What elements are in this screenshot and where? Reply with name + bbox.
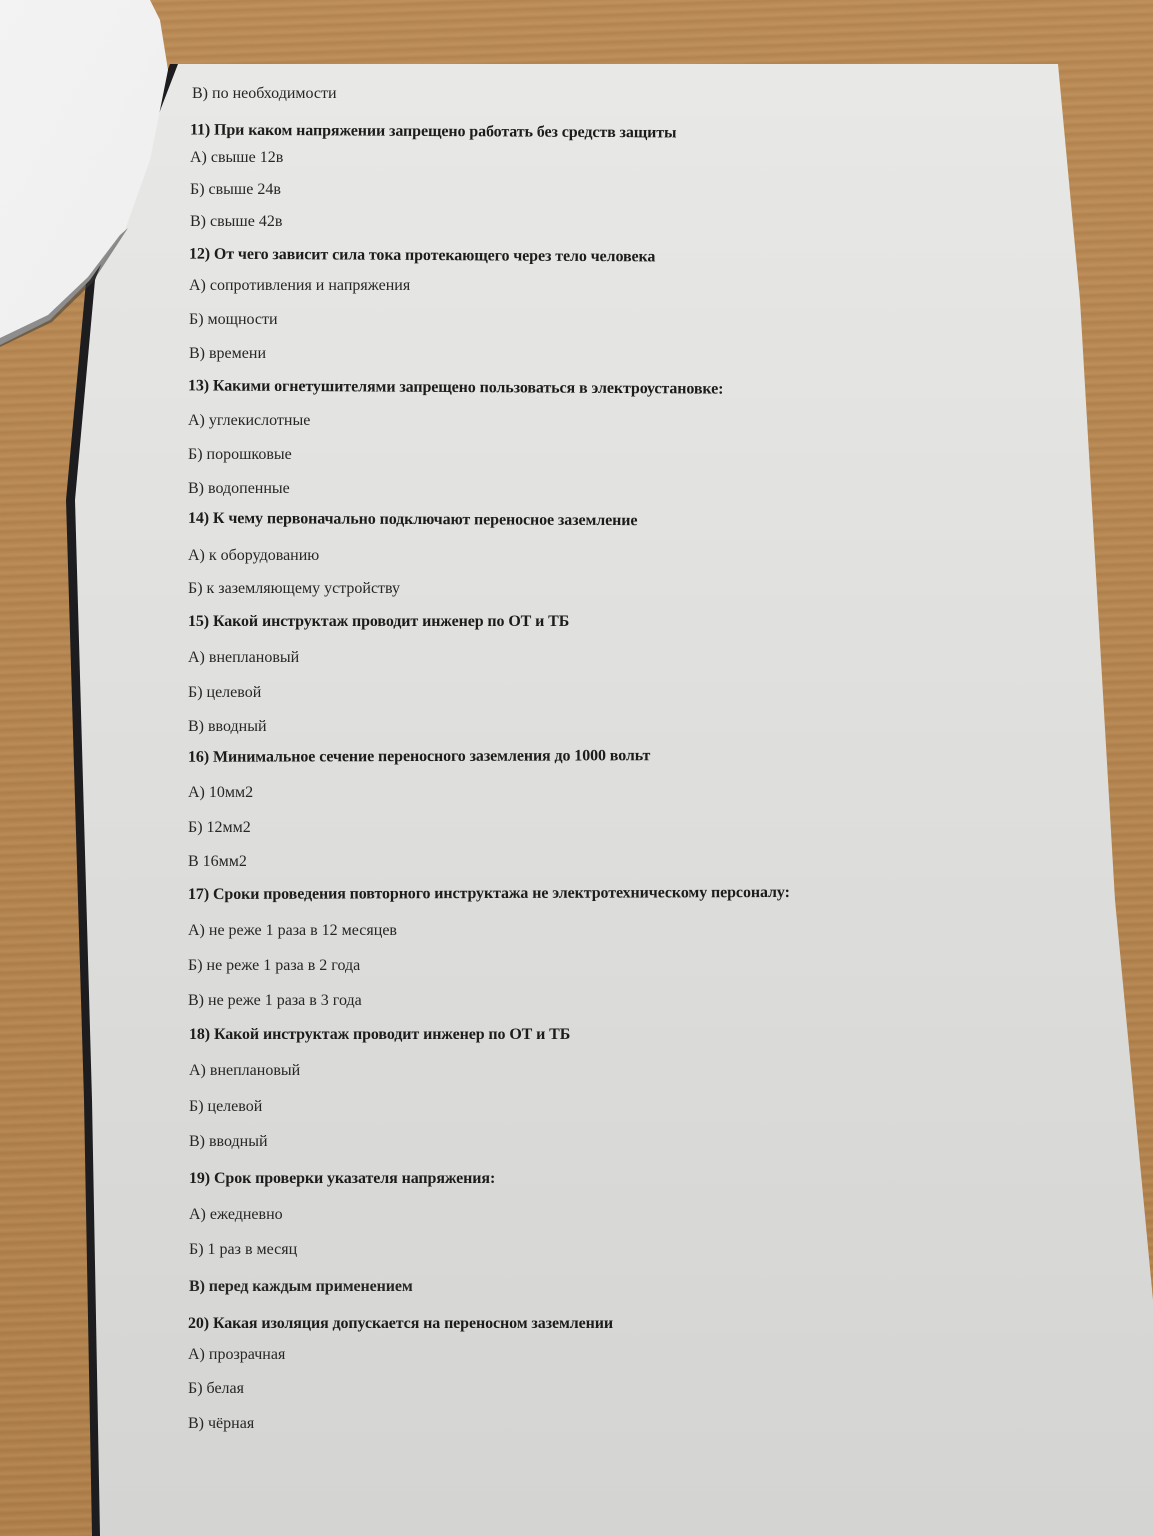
question-text: При каком напряжении запрещено работать без средств защиты [214,121,677,142]
question-number: 18) [189,1026,211,1043]
option: В) не реже 1 раза в 3 года [188,992,362,1009]
option: А) внеплановый [188,649,300,666]
option-highlighted-bold: В) перед каждым применением [189,1278,413,1295]
option: Б) свыше 24в [190,181,281,198]
question-number: 14) [187,509,210,527]
question-19 [189,1169,495,1189]
option: В 16мм2 [188,853,247,870]
option: Б) к заземляющему устройству [188,580,401,597]
option: В) вводный [189,1133,268,1150]
option: А) свыше 12в [190,149,284,166]
question-11 [190,121,677,144]
option: Б) не реже 1 раза в 2 года [188,957,361,974]
question-text: Какой инструктаж проводит инженер по ОТ и ТБ [213,1026,571,1043]
question-15 [188,612,569,632]
question-number: 12) [188,245,211,263]
question-13 [188,376,724,399]
question-number: 16) [187,748,210,766]
question-text: Срок проверки указателя напряжения: [213,1170,496,1187]
question-12 [189,245,655,268]
question-number: 20) [188,1315,210,1332]
option: А) углекислотные [188,412,311,429]
question-text: Сроки проведения повторного инструктажа не электротехническому персоналу: [212,883,790,903]
question-20 [188,1314,613,1334]
option: В) времени [189,345,267,362]
option: Б) целевой [188,684,262,701]
question-18 [189,1025,570,1045]
option: Б) белая [188,1380,244,1397]
question-number: 15) [188,613,210,630]
option: А) не реже 1 раза в 12 месяцев [188,922,397,939]
question-number: 13) [187,377,210,395]
option: А) прозрачная [188,1346,286,1363]
option: А) к оборудованию [188,547,320,564]
option: Б) 1 раз в месяц [189,1241,298,1258]
question-17 [188,883,790,905]
option: А) внеплановый [189,1062,301,1079]
option: В) чёрная [188,1415,255,1432]
question-number: 17) [187,885,210,904]
question-text: Какая изоляция допускается на переносном заземлении [212,1315,614,1332]
option: А) 10мм2 [188,784,254,801]
option: Б) целевой [189,1098,263,1115]
option: Б) порошковые [188,446,292,463]
question-number: 19) [189,1170,211,1187]
question-text: От чего зависит сила тока протекающего через тело человека [213,245,656,266]
question-text: К чему первоначально подключают переносное заземление [212,509,638,530]
question-text: Какой инструктаж проводит инженер по ОТ и ТБ [212,613,570,630]
question-number: 11) [189,121,211,139]
question-text: Минимальное сечение переносного заземления до 1000 вольт [212,747,651,766]
question-text: Какими огнетушителями запрещено пользоваться в электроустановке: [212,377,724,398]
option: А) ежедневно [189,1206,283,1223]
question-14 [188,509,638,531]
option: А) сопротивления и напряжения [189,277,411,294]
option: Б) мощности [189,311,278,328]
question-16 [188,746,650,768]
option: В) свыше 42в [190,213,283,230]
option: В) вводный [188,718,267,735]
lead-option: В) по необходимости [192,85,337,102]
option: Б) 12мм2 [188,819,251,836]
option: В) водопенные [188,480,290,497]
